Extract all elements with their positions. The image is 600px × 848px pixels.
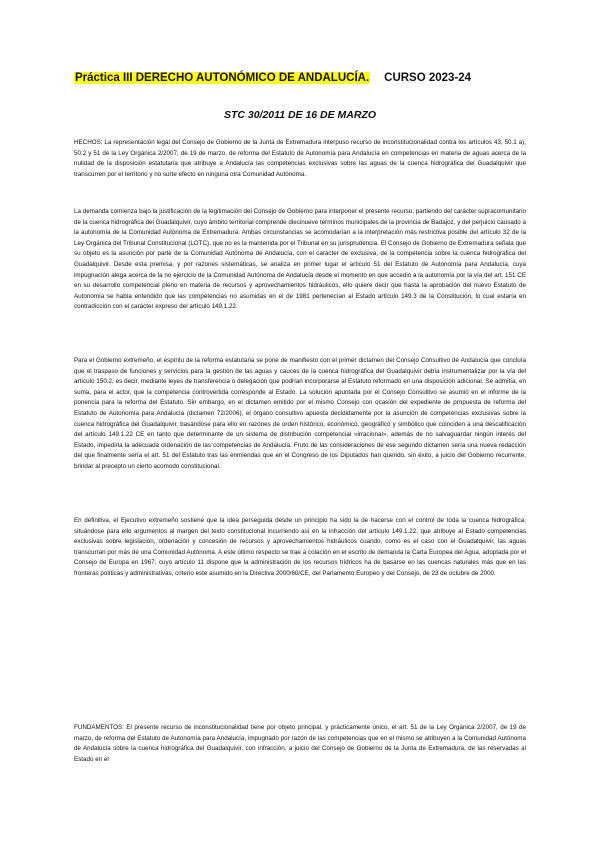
paragraph-hechos: HECHOS: La representación legal del Consejo de Gobierno de la Junta de Extremadura interpuso recurso de inconstitucionalidad contra los artículos 43, 50.1 a), 50.2 y 51 de la Ley Orgánica 2/2007, de 19 de marzo, de reforma del Estatuto de Autonomía para Andalucía en competencias en materia de aguas acerca de la nulidad de la disposición estatutaria que atribuye a Andalucía las competencias exclusivas sobre las aguas de la cuenca hidrográfica del Guadalquivir que transcurren por el territorio y no surte efecto en ninguna otra Comunidad Autónoma. — [74, 139, 526, 178]
document-header — [74, 72, 534, 84]
paragraph-fundamentos: FUNDAMENTOS: El presente recurso de inconstitucionalidad tiene por objeto principal, y prácticamente único, el art. 51 de la Ley Orgánica 2/2007, de 19 de marzo, de reforma del Estatuto de Autonomía para Andalucía, impugnado por razón de las competencias que en el mismo se atribuyen a la Comunidad Autónoma de Andalucía sobre la cuenca hidrográfica del Guadalquivir, con infracción, a juicio del Consejo de Gobierno de la Junta de Extremadura, de las reservadas al Estado en el — [74, 724, 526, 763]
case-title: STC 30/2011 DE 16 DE MARZO — [223, 109, 377, 121]
paragraph-en-definitiva: En definitiva, el Ejecutivo extremeño sostiene que la idea perseguida desde un principio ha sido la de hacerse con el control de toda la cuenca hidrográfica, situándose para ello argumentos al margen del texto constitucional incurriendo así en la infracción del artículo 149.1.22, que atribuye al Estado competencias exclusivas sobre legislación, ordenación y concesión de recursos y aprovechamientos hidráulicos cuando, como es el caso con el Guadalquivir, las aguas transcurran por más de una Comunidad Autónoma. A este último respecto se trae a colación en el escrito de demanda la Carta Europea del Agua, adoptada por el Consejo de Europa en 1967, cuyo artículo 11 dispone que la administración de los recursos hídricos ha de basarse en las cuencas naturales más que en las fronteras políticas y administrativas, criterio este asumido en la Directiva 2000/60/CE, del Parlamento Europeo y del Consejo, de 23 de octubre de 2000. — [74, 517, 526, 577]
practice-title: Práctica III DERECHO AUTONÓMICO DE ANDALUCÍA. — [75, 72, 370, 84]
course-label: CURSO 2023-24 — [384, 72, 472, 84]
paragraph-gobierno-extremeno: Para el Gobierno extremeño, el espíritu de la reforma estatutaria se pone de manifiesto con el primer dictamen del Consejo Consultivo de Andalucía que concluía que el traspaso de funciones y servicios para la gestión de las aguas y cauces de la cuenca hidrográfica del Guadalquivir debía instrumentalizar por la vía del artículo 150.2, es decir, mediante leyes de transferencia o delegación que podrían incorporarse al Estatuto reformado en una disposición adicional. Se admitía, en suma, para el actor, que la competencia controvertida corresponde al Estado. La solución apuntada por el Consejo Consultivo se asumió en el informe de la ponencia para la reforma del Estatuto. Sin embargo, en el dictamen emitido por el mismo Consejo con ocasión del expediente de propuesta de reforma del Estatuto de Autonomía para Andalucía (dictamen 72/2006), el órgano consultivo apuesta decididamente por la asunción de competencias exclusivas sobre la cuenca hidrográfica del Guadalquivir, basándose para ello en razones de orden histórico, económico, geográfico y simbólico que coinciden a una descalificación del artículo 149.1.22 CE en tanto que determinante de un sistema de distribución competencial «irracional», además de no salvaguardar ningún interés del Estado, impedirla la adecuada ordenación de las competencias de Andalucía. Fruto de las consideraciones de ese segundo dictamen sería una nueva redacción del que finalmente sería el art. 51 del Estatuto tras las enmiendas que en el Congreso de los Diputados han querido, sin éxito, a juicio del Gobierno recurrente, brindar al precepto un cierto acomodo constitucional. — [74, 357, 526, 470]
paragraph-demanda: La demanda comienza bajo la justificación de la legitimación del Consejo de Gobierno para interponer el presente recurso, partiendo del carácter supracomunitario de la cuenca hidrográfica del Guadalquivir, cuyo ámbito territorial comprende diecinueve términos municipales de la provincia de Badajoz, y del perjuicio causado a la autonomía de la Comunidad Autónoma de Extremadura. Ambas circunstancias se acomodarían a la interpretación más restrictiva posible del artículo 32 de la Ley Orgánica del Tribunal Constitucional (LOTC), que no es la mantenida por el Tribunal en su jurisprudencia. El Consejo de Gobierno de Extremadura señala que su objeto es la asunción por parte de la Comunidad Autónoma de Andalucía, con el carácter de exclusiva, de la competencia sobre la cuenca hidrográfica del Guadalquivir. Desde esta premisa, y por razones sistemáticas, se analiza en primer lugar el artículo 51 del Estatuto de Autonomía para Andalucía, cuya impugnación alega acerca de la no ejercicio de la Comunidad Autónoma de Andalucía desde el momento en que accedió a la autonomía por la vía del art. 151 CE en su desarrollo competencial pleno en materia de recursos y aprovechamientos hidráulicos, ello quiere decir que hasta la aprobación del nuevo Estatuto de Autonomía se había entendido que las competencias no asumidas en el de 1981 pertenecían al Estado artículo 149.3 de la Constitución, lo cual estaría en contradicción con el carácter expreso del artículo 149.1.22. — [74, 208, 526, 311]
